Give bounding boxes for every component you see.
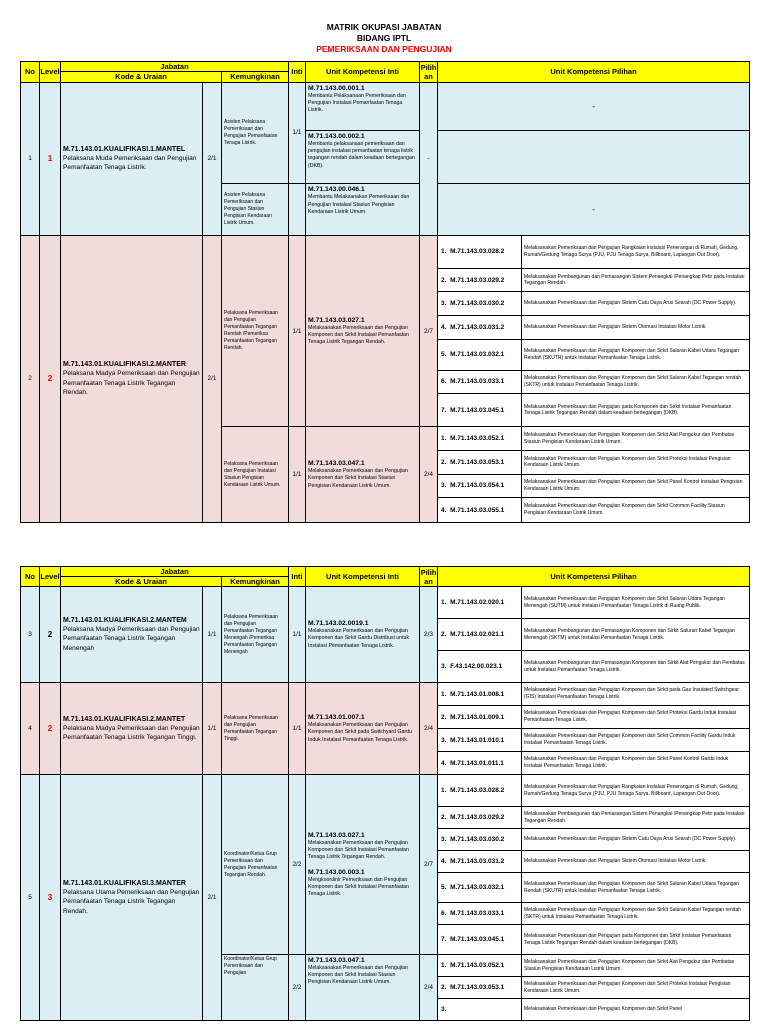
row-kode-uraian xyxy=(61,587,203,683)
row-no: 1 xyxy=(21,82,40,235)
header-jabatan: Jabatan xyxy=(61,62,289,72)
unit-pilihan-code-cell xyxy=(438,999,522,1021)
unit-pilihan-code-cell xyxy=(438,370,522,394)
pilihan-code: F.43.142.00.023.1 xyxy=(450,663,503,670)
row-level: 1 xyxy=(40,82,61,235)
unit-pilihan-code-cell xyxy=(438,587,522,619)
matrix-table-2 xyxy=(20,566,750,1021)
pilihan-desc: Melaksanakan Pembangunan dan Pemasangan Sistem Penangkal /Penangkap Petir pada Instalasi Tegangan Rendah. xyxy=(522,268,750,292)
pilihan-code: M.71.143.01.009.1 xyxy=(450,713,505,721)
row-uraian: Pelaksana Madya Pemeriksaan dan Pengujian Pemanfaatan Tenaga Listrik Tegangan Menengah xyxy=(63,625,200,652)
unit-pilihan-code-cell xyxy=(438,829,522,851)
pilihan-code: M.71.143.03.029.2 xyxy=(450,276,505,284)
row-kemungkinan: Pelaksana Pemeriksaan dan Pengujian Pemanfaatan Tegangan Rendah /Pemeriksa Pemanfaatan Tegangan Rendah. xyxy=(222,235,289,426)
pilihan-desc: Melaksanakan Pemeriksaan dan Pengujian Komponen dan Sirkit Proteksi Gardu Induk Instalasi Pemanfaatan Tenaga Listrik. xyxy=(522,706,750,729)
pilihan-desc: Melaksanakan Pemeriksaan dan Pengujian Komponen dan Sirkit Common Facility Gardu Induk Instalasi Pemanfaatan Tenaga Listrik. xyxy=(522,729,750,752)
pilihan-number: 5. xyxy=(441,884,447,891)
header-level: Level xyxy=(40,62,61,83)
unit-pilihan-code-cell xyxy=(438,683,522,706)
pilihan-code: M.71.143.03.028.2 xyxy=(450,787,505,794)
unit-pilihan-empty: - xyxy=(438,184,750,235)
row-kemungkinan: Pelaksana Pemeriksaan dan Pengujian Instalasi Stasiun Pengisian Kendaraan Listrik Umum. xyxy=(222,427,289,523)
table-row xyxy=(21,775,750,807)
pilihan-number: 2. xyxy=(441,814,447,821)
unit-pilihan-code-cell xyxy=(438,268,522,292)
unit-inti-cell xyxy=(306,82,420,130)
row-kemungkinan: Asisten Pelaksana Pemeriksaan dan Pengujian Pemanfaatan Tenaga Listrik. xyxy=(222,82,289,184)
pilihan-number: 4. xyxy=(441,323,447,331)
pilihan-desc: Melaksanakan Pemeriksaan dan Pengujian pada Komponen dan Sirkit Instalasi Pemanfaatan Tenaga Listrik Tegangan Rendah dalam keadaan bertegangan (DKB). xyxy=(522,925,750,955)
pilihan-code: M.71.143.03.054.1 xyxy=(450,482,505,490)
pilihan-number: 3. xyxy=(441,663,447,670)
unit-pilihan-code-cell xyxy=(438,925,522,955)
row-kemungkinan: Koordinator/Ketua Grup Pemeriksaan dan Pengujian xyxy=(222,955,289,1021)
unit-inti-cell xyxy=(306,955,420,1021)
unit-inti-cell xyxy=(306,235,420,426)
pilihan-number: 3. xyxy=(441,482,447,490)
unit-pilihan-code-cell xyxy=(438,651,522,683)
pilihan-number: 5. xyxy=(441,351,447,359)
pilihan-desc: Melaksanakan Pemeriksaan dan Pengujian Komponen dan Sirkit Alat Pengukur dan Pembatas Stasiun Pengisian Kendaraan Listrik Umum. xyxy=(522,427,750,451)
unit-pilihan-code-cell xyxy=(438,498,522,523)
pilihan-desc: Melaksanakan Pemeriksaan dan Pengujian Komponen dan Sirkit Common Facility Stasiun Pengisian Kendaraan Listrik Umum. xyxy=(522,498,750,523)
row-level: 3 xyxy=(40,775,61,1021)
pilihan-number: 6. xyxy=(441,378,447,386)
pilihan-number: 4. xyxy=(441,506,447,514)
pilihan-number: 2. xyxy=(441,984,447,991)
unit-pilihan-code-cell xyxy=(438,235,522,268)
pilihan-desc: Melaksanakan Pembangunan dan Pemasangan Sistem Penangkal /Penangkap Petir pada Instalasi Tegangan Rendah. xyxy=(522,807,750,829)
table-row xyxy=(21,235,750,268)
unit-inti-desc: Melaksanakan Pemeriksaan dan Pengujian Komponen dan Sirkit pada Switchyard Gardu Induk Instalasi Pemanfaatan Tenaga Listrik. xyxy=(308,722,412,743)
row-uraian: Pelaksana Muda Pemeriksaan dan Pengujian Pemanfaatan Tenaga Listrik. xyxy=(63,154,197,172)
pilihan-code: M.71.143.03.032.1 xyxy=(450,351,505,359)
unit-pilihan-code-cell xyxy=(438,903,522,925)
row-kode: M.71.143.01.KUALIFIKASI.2.MANTET xyxy=(63,715,186,723)
pilihan-number: 2. xyxy=(441,631,447,638)
pilihan-number: 2. xyxy=(441,713,447,721)
row-kemungkinan: Asisten Pelaksana Pemeriksaan dan Pengujian Stasiun Pengisian Kendaraan Listrik Umum. xyxy=(222,184,289,235)
pilihan-desc: Melaksanakan Pemeriksaan dan Pengujian Komponen dan Sirkit Saluran Kabel Udara Tegangan Rendah (SKUTR) untuk Instalasi Pemanfaatan Tenaga Listrik. xyxy=(522,873,750,903)
unit-pilihan-code-cell xyxy=(438,427,522,451)
unit-inti-code: M.71.143.01.007.1 xyxy=(308,714,365,722)
unit-pilihan-code-cell xyxy=(438,977,522,999)
row-uraian: Pelaksana Madya Pemeriksaan dan Pengujian Pemanfaatan Tenaga Listrik Tegangan Tinggi. xyxy=(63,724,200,741)
unit-pilihan-code-cell xyxy=(438,450,522,474)
row-kode-uraian xyxy=(61,775,203,1021)
header-unit-pilihan: Unit Kompetensi Pilihan xyxy=(438,62,750,83)
row-no: 3 xyxy=(21,587,40,683)
row-ratio: 1/1 xyxy=(203,587,222,683)
pilihan-number: 4. xyxy=(441,858,447,865)
pilihan-code: M.71.143.03.033.1 xyxy=(450,910,505,917)
header-level: Level xyxy=(40,567,61,587)
unit-pilihan-code-cell xyxy=(438,474,522,498)
header-inti: Inti xyxy=(289,62,306,83)
header-unit-inti: Unit Kompetensi Inti xyxy=(306,62,420,83)
header-kemungkinan: Kemungkinan xyxy=(222,72,289,82)
row-pilihan-count: - xyxy=(420,82,438,235)
pilihan-desc: Melaksanakan Pemeriksaan dan Pengujian Komponen dan Sirkit Saluran Kabel Udara Tegangan Rendah (SKUTR) untuk Instalasi Pemanfaatan Tenaga Listrik. xyxy=(522,339,750,370)
row-no: 5 xyxy=(21,775,40,1021)
row-kem-ratio: 1/1 xyxy=(289,587,306,683)
unit-inti-desc: Melaksanakan Pemeriksaan dan Pengujian Komponen dan Sirkit Instalasi Pemanfaatan Tenaga Listrik Tegangan Rendah. xyxy=(308,324,409,346)
pilihan-number: 7. xyxy=(441,936,447,943)
unit-inti-code: M.71.143.03.027.1 xyxy=(308,831,365,839)
unit-inti-code: M.71.143.00.003.1 xyxy=(308,868,365,876)
title-line-2: BIDANG IPTL xyxy=(356,33,412,43)
unit-inti-cell xyxy=(306,775,420,955)
unit-pilihan-code-cell xyxy=(438,729,522,752)
unit-inti-desc: Mengkoordinir Pemeriksaan dan Pengujian Komponen dan Sirkit Instalasi Pemanfaatan Tenaga Listrik. xyxy=(308,876,409,897)
unit-inti-desc: Membantu pelaksanaan pemeriksaan dan pengujian instalasi pemanfaatan tenaga listrik tegangan rendah dalam keadaan bertegangan (DKB). xyxy=(308,140,415,169)
unit-inti-code: M.71.143.02.0019.1 xyxy=(308,620,369,628)
matrix-table-1 xyxy=(20,61,750,523)
pilihan-code: M.71.143.03.055.1 xyxy=(450,506,505,514)
pilihan-code: M.71.143.03.031.2 xyxy=(450,323,505,331)
header-unit-inti: Unit Kompetensi Inti xyxy=(306,567,420,587)
row-pilihan-count: 2/4 xyxy=(420,683,438,775)
row-pilihan-count: 2/3 xyxy=(420,587,438,683)
pilihan-code: M.71.143.02.020.1 xyxy=(450,599,505,606)
unit-pilihan-code-cell xyxy=(438,339,522,370)
pilihan-desc: Melaksanakan Pemeriksaan dan Pengujian Komponen dan Sirkit pada Gas Insulated Switchgear (GIS) Instalasi Pemanfaatan Tenaga Listrik. xyxy=(522,683,750,706)
pilihan-code: M.71.143.03.053.1 xyxy=(450,458,505,466)
pilihan-desc: Melaksanakan Pemeriksaan dan Pengujian Rangkaian Instalasi Penerangan di Rumah, Gedung, Rumah/Gedung Tenaga Surya (PJU, PJU Tenaga Surya, Billboard, Lapangan Out Door). xyxy=(522,235,750,268)
row-kem-ratio: 1/1 xyxy=(289,235,306,426)
row-level: 2 xyxy=(40,683,61,775)
pilihan-desc: Melaksanakan Pemeriksaan dan Pengujian Sistem Otomasi Instalasi Motor Listrik. xyxy=(522,851,750,873)
unit-pilihan-code-cell xyxy=(438,316,522,340)
row-ratio: 2/1 xyxy=(203,82,222,235)
pilihan-code: M.71.143.03.028.2 xyxy=(450,248,505,256)
row-no: 4 xyxy=(21,683,40,775)
pilihan-number: 3. xyxy=(441,736,447,744)
row-kem-ratio: 1/1 xyxy=(289,683,306,775)
row-kode-uraian xyxy=(61,235,203,522)
unit-pilihan-empty: - xyxy=(438,82,750,130)
pilihan-desc: Melaksanakan Pembangunan dan Pemasangan Komponen dan Sirkit Saluran Kabel Tegangan Menengah (SKTM) untuk Instalasi Pemanfaatan Tenaga Listrik. xyxy=(522,619,750,651)
row-kode: M.71.143.01.KUALIFIKASI.2.MANTER xyxy=(63,361,186,369)
pilihan-desc: Melaksanakan Pemeriksaan dan Pengujian Sistem Catu Daya Arus Searah (DC Power Supply). xyxy=(522,292,750,316)
pilihan-desc: Melaksanakan Pemeriksaan dan Pengujian Sistem Otomasi Instalasi Motor Listrik. xyxy=(522,316,750,340)
unit-pilihan-code-cell xyxy=(438,752,522,775)
row-uraian: Pelaksana Utama Pemeriksaan dan Pengujian Pemanfaatan Tenaga Listrik Tegangan Rendah. xyxy=(63,888,200,915)
pilihan-code: M.71.143.03.052.1 xyxy=(450,962,505,969)
title-line-1: MATRIK OKUPASI JABATAN xyxy=(326,22,442,32)
row-kem-ratio-empty xyxy=(289,184,306,235)
pilihan-code: M.71.143.03.045.1 xyxy=(450,406,505,414)
pilihan-desc: Melaksanakan Pemeriksaan dan Pengujian Komponen dan Sirkit Panel Kontrol Instalasi Pengisian Kendaraan Listrik Umum. xyxy=(522,474,750,498)
unit-inti-desc: Melaksanakan Pemeriksaan dan Pengujian Komponen dan Sirkit Instalasi Pemanfaatan Tenaga Listrik Tegangan Rendah. xyxy=(308,839,409,861)
pilihan-desc: Melaksanakan Pemeriksaan dan Pengujian Komponen dan Sirkit Proteksi Instalasi Pengisian Kendaraan Listrik Umum. xyxy=(522,977,750,999)
pilihan-desc: Melaksanakan Pemeriksaan dan Pengujian pada Komponen dan Sirkit Instalasi Pemanfaatan Tenaga Listrik Tegangan Rendah dalam keadaan bertegangan (DKB). xyxy=(522,394,750,427)
unit-inti-code: M.71.143.03.047.1 xyxy=(308,957,365,964)
unit-inti-code: M.71.143.03.047.1 xyxy=(308,460,365,468)
unit-inti-code: M.71.143.00.002.1 xyxy=(308,132,365,140)
row-kem-ratio: 1/1 xyxy=(289,427,306,523)
unit-inti-desc: Melaksanakan Pemeriksaan dan Pengujian Komponen dan Sirkit Instalasi Stasiun Pengisian Kendaraan Listrik Umum. xyxy=(308,965,408,986)
unit-pilihan-code-cell xyxy=(438,394,522,427)
row-kode: M.71.143.01.KUALIFIKASI.2.MANTEM xyxy=(63,616,187,624)
pilihan-desc: Melaksanakan Pemeriksaan dan Pengujian Komponen dan Sirkit Alat Pengukur dan Pembatas Stasiun Pengisian Kendaraan Listrik Umum. xyxy=(522,955,750,977)
row-pilihan-count: 2/7 xyxy=(420,775,438,955)
table-row xyxy=(21,587,750,619)
pilihan-code: M.71.143.03.031.2 xyxy=(450,858,505,865)
header-inti: Inti xyxy=(289,567,306,587)
row-no: 2 xyxy=(21,235,40,522)
row-pilihan-count: 2/4 xyxy=(420,955,438,1021)
pilihan-number: 1. xyxy=(441,690,447,698)
unit-inti-cell xyxy=(306,587,420,683)
pilihan-code: M.71.143.01.011.1 xyxy=(450,759,504,767)
pilihan-desc: Melaksanakan Pemeriksaan dan Pengujian Komponen dan Sirkit Panel Kontrol Gardu Induk Instalasi Pemanfaatan Tenaga Listrik. xyxy=(522,752,750,775)
pilihan-desc: Melaksanakan Pemeriksaan dan Pengujian Komponen dan Sirkit Proteksi Instalasi Pengisian Kendaraan Listrik Umum. xyxy=(522,450,750,474)
pilihan-code: M.71.143.01.008.1 xyxy=(450,690,505,698)
pilihan-number: 3. xyxy=(441,836,447,843)
pilihan-code: M.71.143.03.030.2 xyxy=(450,300,505,308)
unit-pilihan-code-cell xyxy=(438,807,522,829)
header-unit-pilihan: Unit Kompetensi Pilihan xyxy=(438,567,750,587)
pilihan-code: M.71.143.03.030.2 xyxy=(450,836,505,843)
pilihan-desc: Melaksanakan Pemeriksaan dan Pengujian Komponen dan Sirkit Saluran Kabel Tegangan rendah (SKTR) untuk Instalasi Pemanfaatan Tenaga Listrik. xyxy=(522,903,750,925)
pilihan-code: M.71.143.03.032.1 xyxy=(450,884,505,891)
pilihan-number: 4. xyxy=(441,759,447,767)
header-kode-uraian: Kode & Uraian xyxy=(61,72,222,82)
unit-pilihan-code-cell xyxy=(438,851,522,873)
unit-pilihan-code-cell xyxy=(438,619,522,651)
unit-inti-desc: Melaksanakan Pemeriksaan dan Pengujian Komponen dan Sirkit Gardu Distribusi untuk Instalasi Pemanfaatan Tenaga Listrik. xyxy=(308,628,409,649)
pilihan-number: 2. xyxy=(441,458,447,466)
pilihan-code: M.71.143.03.045.1 xyxy=(450,936,505,943)
row-kemungkinan: Pelaksana Pemeriksaan dan Pengujian Pemanfaatan Tegangan Tinggi. xyxy=(222,683,289,775)
row-ratio: 2/1 xyxy=(203,235,222,522)
pilihan-code: M.71.143.01.010.1 xyxy=(450,736,505,744)
row-ratio: 2/1 xyxy=(203,775,222,1021)
pilihan-number: 6. xyxy=(441,910,447,917)
pilihan-desc: Melaksanakan Pemeriksaan dan Pengujian Komponen dan Sirkit Saluran Udara Tegangan Menengah (SUTM) untuk Instalasi Pemanfaatan Tenaga Listrik di Ruang Publik. xyxy=(522,587,750,619)
unit-pilihan-code-cell xyxy=(438,292,522,316)
pilihan-code: M.71.143.03.033.1 xyxy=(450,378,505,386)
title-line-3: PEMERIKSAAN DAN PENGUJIAN xyxy=(316,44,452,54)
unit-inti-cell xyxy=(306,184,420,235)
pilihan-desc: Melaksanakan Pemeriksaan dan Pengujian Rangkaian Instalasi Penerangan di Rumah, Gedung, Rumah/Gedung Tenaga Surya (PJU, PJU Tenaga Surya, Billboard, Lapangan Out Door). xyxy=(522,775,750,807)
header-no: No xyxy=(21,62,40,83)
pilihan-code: M.71.143.03.029.2 xyxy=(450,814,505,821)
unit-pilihan-code-cell xyxy=(438,706,522,729)
pilihan-desc: Melaksanakan Pemeriksaan dan Pengujian Sistem Catu Daya Arus Searah (DC Power Supply). xyxy=(522,829,750,851)
unit-inti-desc: Membantu Pelaksanaan Pemeriksaan dan Pengujian Instalasi Pemanfaatan Tenaga Listrik. xyxy=(308,92,406,113)
row-kode: M.71.143.01.KUALIFIKASI.1.MANTEL xyxy=(63,145,186,153)
table-row xyxy=(21,82,750,130)
header-no: No xyxy=(21,567,40,587)
row-level: 2 xyxy=(40,587,61,683)
header-pilihan-count: Pilih an xyxy=(420,567,437,586)
pilihan-code: M.71.143.03.053.1 xyxy=(450,984,505,991)
pilihan-code: M.71.143.02.021.1 xyxy=(450,631,505,638)
unit-inti-code: M.71.143.00.046.1 xyxy=(308,186,365,194)
row-kode-uraian xyxy=(61,683,203,775)
table-row xyxy=(21,683,750,706)
pilihan-number: 3. xyxy=(441,300,447,308)
unit-inti-cell xyxy=(306,683,420,775)
unit-inti-desc: Melaksanakan Pemeriksaan dan Pengujian Komponen dan Sirkit Instalasi Stasiun Pengisian Kendaraan Listrik Umum. xyxy=(308,468,408,489)
row-kem-ratio: 1/1 xyxy=(289,82,306,184)
row-uraian: Pelaksana Madya Pemeriksaan dan Pengujian Pemanfaatan Tenaga Listrik Tegangan Rendah. xyxy=(63,370,200,397)
header-jabatan: Jabatan xyxy=(61,567,289,577)
document-title xyxy=(0,22,768,55)
pilihan-number: 3. xyxy=(441,1006,447,1013)
header-pilihan-count: Pilih an xyxy=(420,62,437,81)
row-pilihan-count: 2/4 xyxy=(420,427,438,523)
row-pilihan-count: 2/7 xyxy=(420,235,438,426)
unit-inti-code: M.71.143.00.001.1 xyxy=(308,84,365,92)
unit-pilihan-code-cell xyxy=(438,955,522,977)
pilihan-code: M.71.143.03.052.1 xyxy=(450,435,505,443)
pilihan-number: 2. xyxy=(441,276,447,284)
row-ratio: 1/1 xyxy=(203,683,222,775)
unit-inti-desc: Membantu Melaksanakan Pemeriksaan dan Pengujian Instalasi Stasiun Pengisian Kendaraan Listrik Umum. xyxy=(308,194,410,215)
pilihan-desc: Melaksanakan Pemeriksaan dan Pengujian Komponen dan Sirkit Saluran Kabel Tegangan rendah (SKTR) untuk Instalasi Pemanfaatan Tenaga Listrik. xyxy=(522,370,750,394)
pilihan-number: 7. xyxy=(441,406,447,414)
unit-pilihan-code-cell xyxy=(438,873,522,903)
row-kode-uraian xyxy=(61,82,203,235)
pilihan-number: 1. xyxy=(441,962,447,969)
row-kem-ratio: 2/2 xyxy=(289,955,306,1021)
header-kode-uraian: Kode & Uraian xyxy=(61,577,222,587)
unit-inti-cell xyxy=(306,130,420,184)
pilihan-number: 1. xyxy=(441,248,447,256)
row-kode: M.71.143.01.KUALIFIKASI.3.MANTER xyxy=(63,879,186,887)
row-kem-ratio: 2/2 xyxy=(289,775,306,955)
pilihan-desc: Melaksanakan Pembangunan dan Pemasangan Komponen dan Sirkit Alat Pengukur dan Pembatas untuk Instalasi Pemanfaatan Tenaga Listrik. xyxy=(522,651,750,683)
pilihan-number: 1. xyxy=(441,599,447,606)
header-kemungkinan: Kemungkinan xyxy=(222,577,289,587)
unit-pilihan-empty xyxy=(438,130,750,184)
pilihan-number: 1. xyxy=(441,435,447,443)
row-kemungkinan: Pelaksana Pemeriksaan dan Pengujian Pemanfaatan Tegangan Menengah /Pemeriksa Pemanfaatan Tegangan Menengah xyxy=(222,587,289,683)
pilihan-desc: Melaksanakan Pemeriksaan dan Pengujian Komponen dan Sirkit Panel xyxy=(522,999,750,1021)
row-level: 2 xyxy=(40,235,61,522)
row-kemungkinan: Koordinator/Ketua Grup Pemeriksaan dan Pengujian Pemanfaatan Tegangan Rendah. xyxy=(222,775,289,955)
pilihan-number: 1. xyxy=(441,787,447,794)
unit-pilihan-code-cell xyxy=(438,775,522,807)
unit-inti-code: M.71.143.03.027.1 xyxy=(308,316,365,324)
unit-inti-cell xyxy=(306,427,420,523)
